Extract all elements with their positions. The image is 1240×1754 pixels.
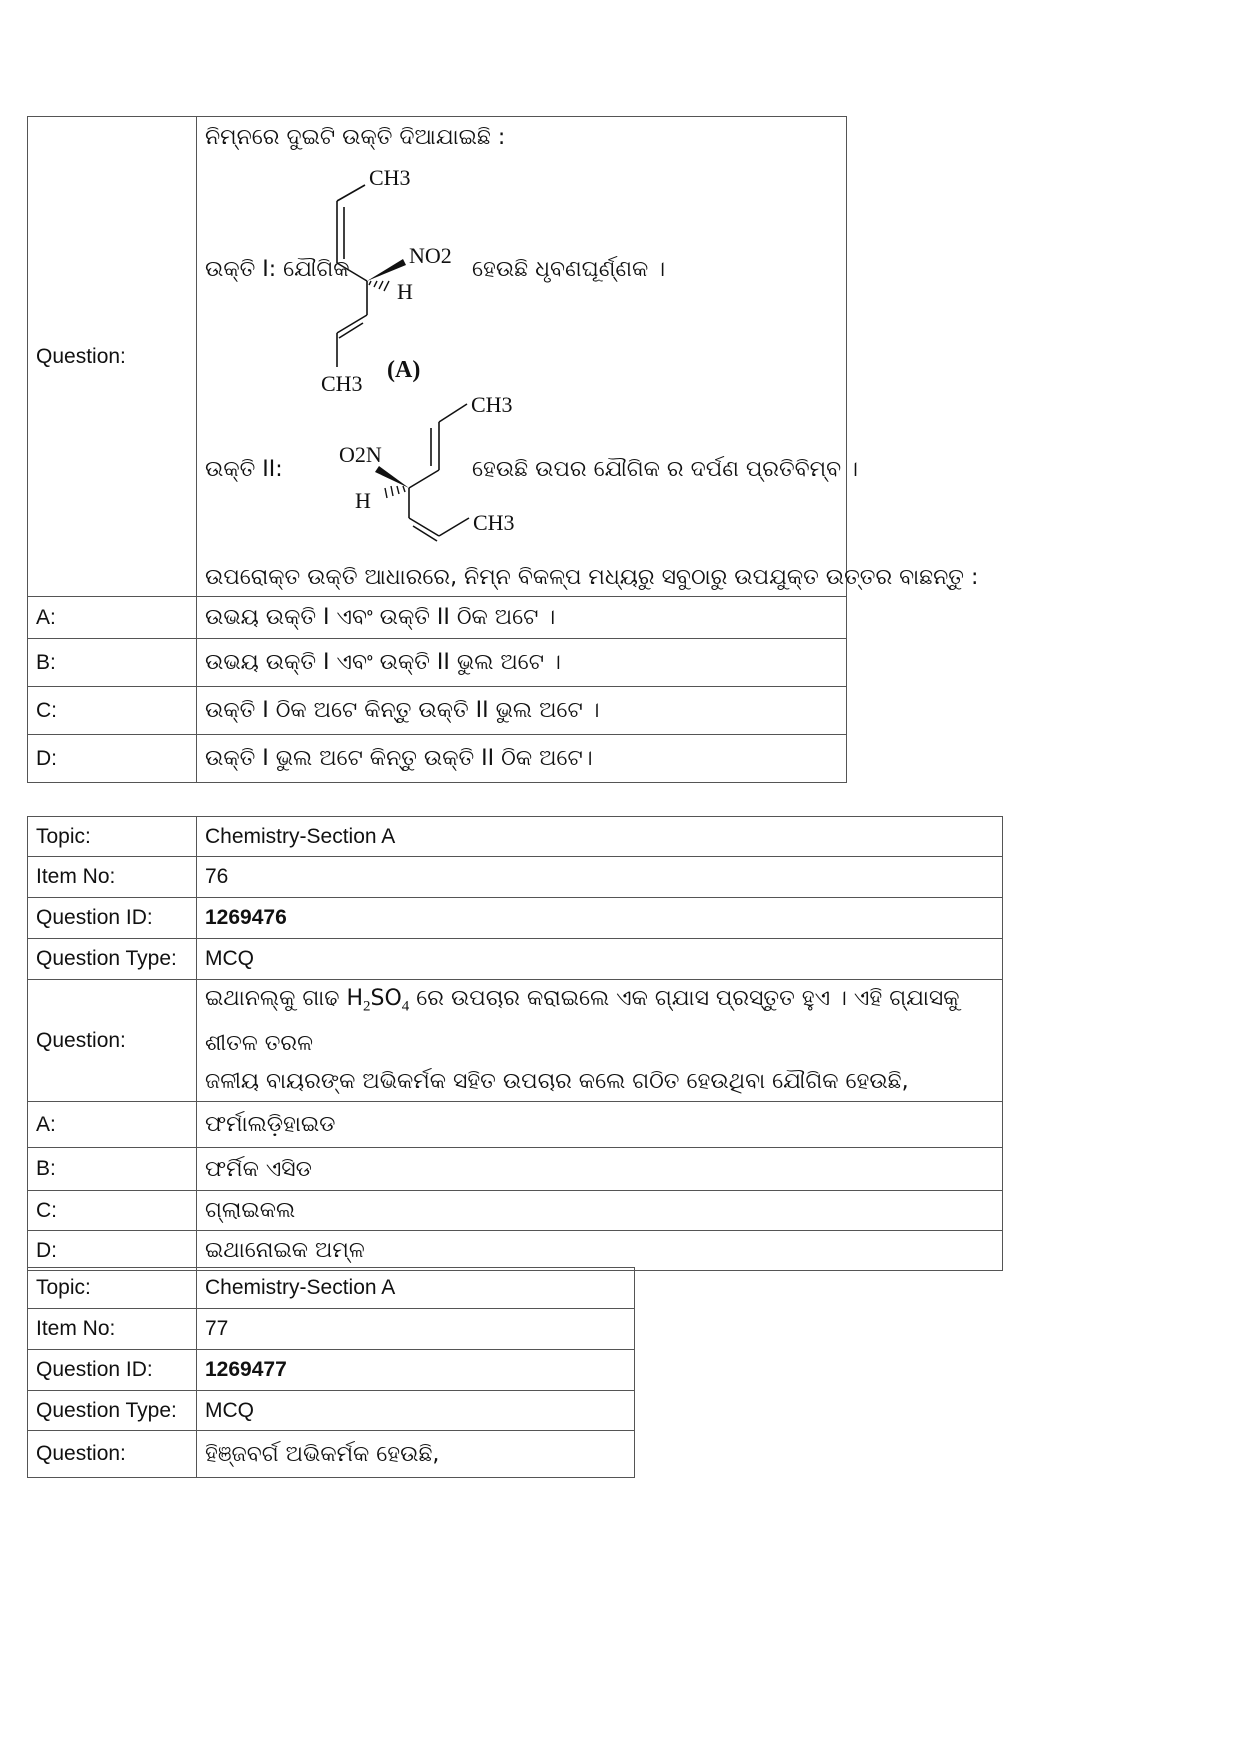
q76-option-c-row <box>28 1191 1003 1231</box>
question-text <box>197 980 1003 1102</box>
q76-table <box>27 816 1003 1271</box>
option-text: ଇଥାନୋଇକ ଅମ୍ଳ <box>197 1231 1003 1271</box>
struct-a-no2: NO2 <box>409 243 452 268</box>
q76-type-row <box>28 939 1003 980</box>
topic-value: Chemistry-Section A <box>197 1268 635 1309</box>
question-id-label: Question ID: <box>28 898 197 939</box>
question-line2: ଜଳୀୟ ବାୟରଙ୍କ ଅଭିକର୍ମକ ସହିତ ଉପଚାର କଲେ ଗଠିତ ହେଉଥିବା ଯୌଗିକ ହେଉଛି, <box>205 1069 909 1095</box>
q75-option-a-row <box>28 597 847 639</box>
topic-value: Chemistry-Section A <box>197 817 1003 857</box>
struct-b-h: H <box>355 488 371 513</box>
q76-question-row <box>28 980 1003 1102</box>
q77-table <box>27 1267 635 1478</box>
question-id-value: 1269476 <box>197 898 1003 939</box>
topic-label: Topic: <box>28 1268 197 1309</box>
struct-a-label: (A) <box>387 357 421 383</box>
subscript-2: 2 <box>363 998 371 1015</box>
q76-option-d-row <box>28 1231 1003 1271</box>
option-text: ଉଭୟ ଉକ୍ତି I ଏବଂ ଉକ୍ତି II ଭୁଲ ଅଟେ । <box>197 639 847 687</box>
struct-b-ch3-top: CH3 <box>471 392 513 417</box>
option-label: A: <box>28 1102 197 1148</box>
q75-question-label: Question: <box>28 117 197 597</box>
option-text: ଉଭୟ ଉକ୍ତି I ଏବଂ ଉକ୍ତି II ଠିକ ଅଟେ । <box>197 597 847 639</box>
item-no-label: Item No: <box>28 1309 197 1350</box>
struct-a-ch3-bottom: CH3 <box>321 371 363 396</box>
struct-a-ch3-top: CH3 <box>369 165 411 190</box>
option-label: C: <box>28 687 197 735</box>
q76-option-a-row <box>28 1102 1003 1148</box>
struct-b-o2n: O2N <box>339 442 382 467</box>
q76-option-b-row <box>28 1148 1003 1191</box>
q77-type-row <box>28 1391 635 1431</box>
q75-option-b-row <box>28 639 847 687</box>
question-id-label: Question ID: <box>28 1350 197 1391</box>
q75-option-d-row <box>28 735 847 783</box>
q77-topic-row <box>28 1268 635 1309</box>
option-label: D: <box>28 1231 197 1271</box>
option-label: C: <box>28 1191 197 1231</box>
question-type-label: Question Type: <box>28 1391 197 1431</box>
option-label: D: <box>28 735 197 783</box>
option-text: ଗ୍ଲାଇକଲ <box>197 1191 1003 1231</box>
question-part1: ଇଥାନଲ୍‌କୁ ଗାଢ H <box>205 986 363 1011</box>
topic-label: Topic: <box>28 817 197 857</box>
q75-question-cell <box>197 117 979 597</box>
option-text: ଉକ୍ତି I ଠିକ ଅଟେ କିନ୍ତୁ ଉକ୍ତି II ଭୁଲ ଅଟେ । <box>197 687 847 735</box>
q75-closing: ଉପରୋକ୍ତ ଉକ୍ତି ଆଧାରରେ, ନିମ୍ନ ବିକଳ୍ପ ମଧ୍ୟରୁ ସବୁଠାରୁ ଉପଯୁକ୍ତ ଉତ୍ତର ବାଛନ୍ତୁ : <box>205 565 979 590</box>
q75-statement1-prefix: ଉକ୍ତି I: ଯୌଗିକ <box>205 257 350 282</box>
option-text: ଉକ୍ତି I ଭୁଲ ଅଟେ କିନ୍ତୁ ଉକ୍ତି II ଠିକ ଅଟେ। <box>197 735 847 783</box>
q77-item-row <box>28 1309 635 1350</box>
q75-option-c-row <box>28 687 847 735</box>
q75-statement1-suffix: ହେଉଛି ଧୃବଣଘୂର୍ଣ୍ଣକ । <box>472 257 666 282</box>
q77-id-row <box>28 1350 635 1391</box>
q75-statement2-prefix: ଉକ୍ତି II: <box>205 457 283 482</box>
q75-table <box>27 116 979 783</box>
struct-b-ch3-bottom: CH3 <box>473 510 515 535</box>
q76-topic-row <box>28 817 1003 857</box>
question-part2: SO <box>370 986 402 1011</box>
q75-intro: ନିମ୍ନରେ ଦୁଇଟି ଉକ୍ତି ଦିଆଯାଇଛି : <box>205 125 506 150</box>
struct-a-h: H <box>397 279 413 304</box>
option-label: B: <box>28 639 197 687</box>
q76-item-row <box>28 857 1003 898</box>
subscript-4: 4 <box>401 998 410 1015</box>
option-label: A: <box>28 597 197 639</box>
question-label: Question: <box>28 980 197 1102</box>
question-type-value: MCQ <box>197 1391 635 1431</box>
question-id-value: 1269477 <box>197 1350 635 1391</box>
question-text: ହିଞ୍ଜବର୍ଗ ଅଭିକର୍ମକ ହେଉଛି, <box>197 1431 635 1478</box>
question-label: Question: <box>28 1431 197 1478</box>
option-text: ଫର୍ମିକ ଏସିଡ <box>197 1148 1003 1191</box>
item-no-label: Item No: <box>28 857 197 898</box>
q76-id-row <box>28 898 1003 939</box>
option-label: B: <box>28 1148 197 1191</box>
q75-question-row <box>28 117 847 597</box>
option-text: ଫର୍ମାଲଡ଼ିହାଇଡ <box>197 1102 1003 1148</box>
q75-statement2-suffix: ହେଉଛି ଉପର ଯୌଗିକ ର ଦର୍ପଣ ପ୍ରତିବିମ୍ବ । <box>472 457 858 482</box>
q77-question-row <box>28 1431 635 1478</box>
question-part3: ରେ ଉପଚାର କରାଇଲେ ଏକ ଗ୍ଯାସ ପ୍ରସ୍ତୁତ ହୁଏ । ଏହି ଗ୍ଯାସକୁ ଶୀତଳ ତରଳ <box>205 986 960 1057</box>
question-type-value: MCQ <box>197 939 1003 980</box>
item-no-value: 76 <box>197 857 1003 898</box>
question-type-label: Question Type: <box>28 939 197 980</box>
item-no-value: 77 <box>197 1309 635 1350</box>
